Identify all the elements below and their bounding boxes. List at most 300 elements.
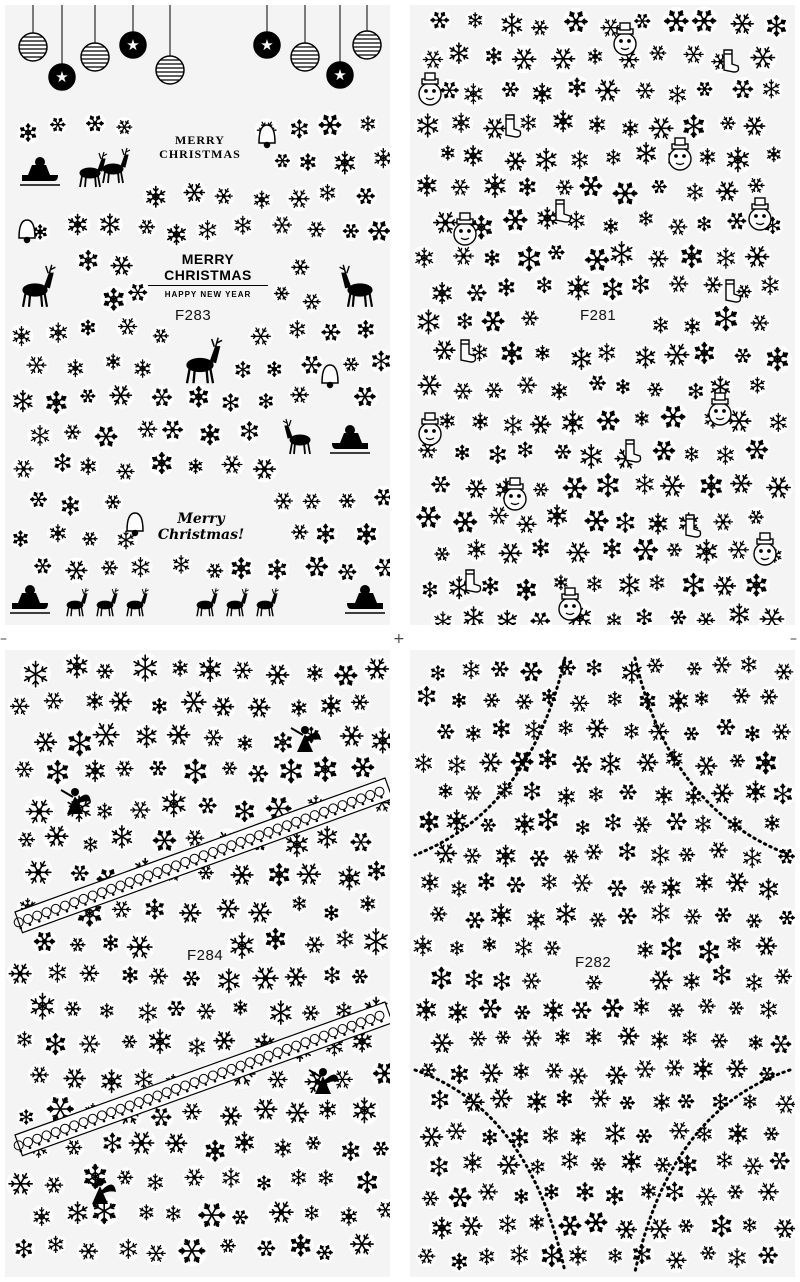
reindeer-icon bbox=[103, 148, 130, 183]
snowflake-icon bbox=[693, 871, 716, 894]
snowflake-icon bbox=[215, 967, 243, 995]
merry-christmas-small bbox=[145, 133, 255, 161]
snowflake-icon bbox=[605, 689, 625, 709]
snowflake-icon bbox=[163, 1204, 183, 1224]
snowflake-icon bbox=[62, 998, 83, 1019]
snowflake-icon bbox=[297, 151, 318, 172]
snowflake-icon bbox=[186, 384, 211, 409]
snowflake-icon bbox=[479, 815, 498, 834]
snowflake-icon bbox=[677, 845, 697, 865]
snowflake-icon bbox=[418, 1060, 438, 1080]
snowflake-icon bbox=[510, 1061, 531, 1082]
snowflake-icon bbox=[554, 177, 576, 199]
snowflake-icon bbox=[479, 1127, 500, 1148]
snowflake-icon bbox=[365, 859, 389, 883]
snowflake-icon bbox=[534, 275, 554, 295]
snowflake-icon bbox=[375, 1199, 390, 1221]
snowflake-icon bbox=[16, 829, 37, 850]
snowflake-icon bbox=[662, 340, 691, 369]
snowflake-icon bbox=[368, 726, 390, 755]
snowflake-icon bbox=[460, 604, 486, 625]
snowflake-icon bbox=[133, 723, 160, 750]
snowflake-icon bbox=[62, 422, 83, 443]
snowflake-icon bbox=[521, 780, 544, 803]
snowflake-icon bbox=[316, 1168, 336, 1188]
snowflake-icon bbox=[464, 476, 489, 501]
snowflake-icon bbox=[632, 11, 652, 31]
snowflake-icon bbox=[127, 1128, 156, 1157]
snowflake-icon bbox=[295, 860, 323, 888]
snowflake-icon bbox=[528, 609, 552, 625]
snowflake-icon bbox=[685, 659, 704, 678]
snowflake-icon bbox=[601, 216, 621, 236]
snowflake-icon bbox=[714, 1150, 736, 1172]
snowflake-icon bbox=[352, 384, 377, 409]
merry-big-line1: MERRY bbox=[181, 251, 235, 267]
snowflake-icon bbox=[726, 601, 752, 625]
snowflake-icon bbox=[103, 492, 123, 512]
snowflake-icon bbox=[603, 147, 623, 167]
snowflake-icon bbox=[130, 653, 161, 684]
snowflake-icon bbox=[231, 998, 251, 1018]
snowflake-icon bbox=[694, 1184, 719, 1209]
snowflake-icon bbox=[616, 840, 639, 863]
snowflake-icon bbox=[613, 377, 632, 396]
snowflake-icon bbox=[165, 721, 192, 748]
snowflake-icon bbox=[10, 388, 36, 414]
snowflake-icon bbox=[666, 1000, 686, 1020]
snowflake-icon bbox=[744, 911, 764, 931]
snowflake-icon bbox=[711, 304, 740, 333]
snowflake-icon bbox=[573, 1180, 596, 1203]
snowflake-icon bbox=[462, 968, 486, 992]
snowflake-icon bbox=[570, 752, 594, 776]
snowflake-icon bbox=[317, 112, 344, 139]
snowflake-icon bbox=[461, 81, 486, 106]
snowflake-icon bbox=[366, 218, 390, 244]
snowflake-icon bbox=[490, 970, 513, 993]
snowflake-icon bbox=[461, 143, 486, 168]
snowflake-icon bbox=[98, 1068, 125, 1095]
snowflake-icon bbox=[185, 1035, 208, 1058]
snowflake-icon bbox=[583, 246, 612, 275]
snowflake-icon bbox=[270, 213, 294, 237]
snowflake-icon bbox=[650, 1091, 673, 1114]
snowflake-icon bbox=[287, 186, 312, 211]
snowflake-icon bbox=[616, 1024, 641, 1049]
snowflake-icon bbox=[741, 1154, 765, 1178]
snowflake-icon bbox=[10, 324, 34, 348]
merry-big-line2: CHRISTMAS bbox=[164, 267, 252, 283]
ornament-icon bbox=[291, 5, 319, 71]
snowflake-icon bbox=[354, 521, 379, 546]
snowflake-icon bbox=[533, 146, 560, 173]
snowflake-icon bbox=[645, 380, 665, 400]
snowflake-icon bbox=[68, 935, 88, 955]
snowflake-icon bbox=[651, 438, 677, 464]
snowflake-icon bbox=[772, 660, 795, 683]
snowflake-icon bbox=[772, 1216, 795, 1241]
stocking-icon bbox=[626, 440, 641, 462]
snowflake-icon bbox=[357, 893, 378, 914]
snowflake-icon bbox=[116, 315, 139, 338]
snowflake-icon bbox=[680, 571, 708, 599]
snowflake-icon bbox=[500, 79, 521, 100]
snowflake-icon bbox=[482, 248, 503, 269]
snowflake-icon bbox=[414, 112, 442, 140]
snowflake-icon bbox=[631, 536, 660, 565]
snowflake-icon bbox=[181, 968, 202, 989]
snowflake-icon bbox=[692, 537, 720, 565]
snowflake-icon bbox=[150, 385, 174, 409]
snowflake-icon bbox=[665, 540, 684, 559]
snowflake-icon bbox=[517, 112, 539, 134]
snowflake-icon bbox=[631, 996, 653, 1018]
snowflake-icon bbox=[481, 690, 502, 711]
snowflake-icon bbox=[764, 145, 784, 165]
snowflake-icon bbox=[607, 239, 635, 267]
snowflake-icon bbox=[230, 1207, 250, 1227]
snowflake-icon bbox=[333, 927, 356, 950]
snowflake-icon bbox=[533, 343, 553, 363]
snowflake-icon bbox=[42, 689, 65, 712]
snowflake-icon bbox=[7, 960, 34, 987]
sheet-code-label: F282 bbox=[575, 954, 612, 971]
snowflake-icon bbox=[455, 311, 476, 332]
snowflake-icon bbox=[78, 961, 102, 985]
snowflake-icon bbox=[65, 212, 90, 237]
snowflake-icon bbox=[348, 830, 373, 855]
snowflake-icon bbox=[314, 1242, 335, 1263]
snowflake-icon bbox=[583, 507, 611, 535]
snowflake-icon bbox=[554, 1088, 575, 1109]
snowflake-icon bbox=[488, 902, 515, 929]
snowflake-icon bbox=[541, 1182, 561, 1202]
snowflake-icon bbox=[738, 654, 759, 675]
snowflake-icon bbox=[529, 17, 550, 38]
snowflake-icon bbox=[583, 1209, 610, 1236]
snowflake-icon bbox=[562, 8, 589, 35]
snowflake-icon bbox=[350, 754, 377, 781]
merry-christmas-banner bbox=[148, 251, 268, 303]
snowflake-icon bbox=[448, 1063, 471, 1086]
snowflake-icon bbox=[618, 1093, 637, 1112]
merry-small-line2: CHRISTMAS bbox=[159, 147, 241, 161]
snowflake-icon bbox=[355, 318, 377, 340]
snowflake-icon bbox=[483, 45, 505, 67]
snowflake-icon bbox=[476, 1246, 497, 1267]
snowflake-icon bbox=[528, 412, 553, 437]
snowflake-icon bbox=[636, 209, 656, 229]
snowflake-icon bbox=[97, 1001, 116, 1020]
snowflake-icon bbox=[743, 243, 771, 271]
snowflake-icon bbox=[515, 244, 544, 273]
snowflake-icon bbox=[45, 961, 69, 985]
snowflake-icon bbox=[740, 1216, 759, 1235]
snowflake-icon bbox=[27, 991, 58, 1022]
snowflake-icon bbox=[762, 813, 783, 834]
snowflake-icon bbox=[768, 1149, 792, 1173]
snowflake-icon bbox=[286, 318, 308, 340]
snowflake-icon bbox=[251, 456, 278, 483]
snowflake-icon bbox=[218, 1236, 238, 1256]
snowflake-icon bbox=[707, 839, 730, 862]
snowflake-icon bbox=[414, 173, 440, 199]
snowflake-icon bbox=[303, 933, 326, 956]
snowflake-icon bbox=[614, 1217, 639, 1242]
snowflake-icon bbox=[475, 870, 497, 892]
snowflake-icon bbox=[77, 1032, 102, 1057]
snowflake-icon bbox=[757, 998, 780, 1021]
snowflake-icon bbox=[634, 939, 656, 961]
snowflake-icon bbox=[663, 1180, 687, 1204]
snowflake-icon bbox=[463, 909, 486, 932]
snowflake-icon bbox=[678, 243, 705, 270]
snowflake-icon bbox=[495, 1152, 522, 1179]
merry-small-line1: MERRY bbox=[175, 133, 225, 147]
snowflake-icon bbox=[508, 1126, 532, 1150]
snowflake-icon bbox=[432, 544, 451, 563]
snowflake-icon bbox=[69, 862, 91, 884]
snowflake-icon bbox=[602, 812, 624, 834]
snowflake-icon bbox=[428, 965, 454, 991]
snowflake-icon bbox=[469, 411, 491, 433]
snowflake-icon bbox=[420, 1188, 441, 1209]
snowflake-icon bbox=[770, 720, 793, 743]
snowflake-icon bbox=[418, 870, 442, 894]
snowflake-icon bbox=[710, 963, 734, 987]
snowflake-icon bbox=[695, 79, 715, 99]
snowflake-icon bbox=[220, 759, 239, 778]
snowflake-icon bbox=[697, 146, 719, 168]
snowflake-icon bbox=[680, 1028, 700, 1048]
snowflake-icon bbox=[682, 906, 704, 928]
snowflake-icon bbox=[108, 823, 135, 850]
snowflake-icon bbox=[606, 1246, 625, 1265]
snowflake-icon bbox=[427, 1155, 451, 1179]
snowflake-icon bbox=[561, 474, 589, 502]
snowflake-icon bbox=[542, 938, 563, 959]
snowflake-icon bbox=[764, 345, 792, 373]
snowflake-icon bbox=[570, 871, 595, 896]
snowflake-icon bbox=[664, 809, 688, 833]
snowflake-icon bbox=[695, 609, 717, 625]
snowflake-icon bbox=[126, 281, 149, 304]
snowflake-icon bbox=[196, 218, 220, 242]
snowflake-icon bbox=[254, 1173, 273, 1192]
snowflake-icon bbox=[762, 1124, 782, 1144]
snowflake-icon bbox=[600, 995, 626, 1021]
snowflake-icon bbox=[213, 185, 235, 207]
snowflake-icon bbox=[604, 1063, 629, 1088]
snowflake-icon bbox=[412, 246, 436, 270]
snowflake-icon bbox=[464, 537, 488, 561]
snowflake-icon bbox=[182, 1165, 206, 1189]
snowflake-icon bbox=[559, 409, 587, 437]
svg-text:★: ★ bbox=[126, 36, 140, 54]
snowflake-icon bbox=[267, 1198, 295, 1226]
snowflake-icon bbox=[256, 391, 276, 411]
snowflake-icon bbox=[304, 553, 330, 579]
bell-icon bbox=[19, 220, 35, 243]
snowflake-icon bbox=[658, 875, 683, 900]
snowflake-icon bbox=[58, 494, 82, 518]
snowflake-icon bbox=[494, 608, 520, 625]
snowflake-icon bbox=[219, 391, 241, 413]
snowflake-icon bbox=[77, 1240, 100, 1263]
snowflake-icon bbox=[337, 491, 358, 512]
snowflake-icon bbox=[724, 1056, 749, 1081]
reindeer-icon bbox=[283, 419, 310, 454]
snowflake-icon bbox=[498, 340, 525, 367]
snowflake-icon bbox=[774, 1092, 795, 1117]
snowflake-icon bbox=[680, 113, 707, 140]
snowflake-icon bbox=[81, 835, 100, 854]
snowflake-icon bbox=[650, 177, 669, 196]
snowflake-icon bbox=[652, 784, 675, 807]
snowflake-icon bbox=[109, 253, 135, 279]
snowflake-icon bbox=[477, 996, 503, 1022]
snowflake-icon bbox=[149, 696, 169, 716]
snowflake-icon bbox=[514, 512, 538, 536]
snowflake-icon bbox=[142, 897, 167, 922]
snowman-icon bbox=[749, 198, 771, 230]
snowflake-icon bbox=[647, 114, 676, 143]
snowflake-icon bbox=[577, 442, 605, 470]
snowflake-icon bbox=[617, 781, 638, 802]
snowflake-icon bbox=[321, 964, 342, 985]
snowflake-icon bbox=[638, 877, 658, 897]
snowflake-icon bbox=[28, 489, 49, 510]
snowflake-icon bbox=[743, 971, 766, 994]
snowflake-icon bbox=[723, 145, 752, 174]
snowflake-icon bbox=[227, 930, 257, 960]
snowflake-icon bbox=[634, 79, 657, 102]
snowflake-icon bbox=[238, 419, 261, 442]
snowflake-icon bbox=[110, 898, 133, 921]
snowflake-icon bbox=[567, 1064, 590, 1087]
snowflake-icon bbox=[428, 9, 451, 32]
snowflake-icon bbox=[570, 998, 594, 1022]
snowflake-icon bbox=[535, 807, 561, 833]
snowflake-icon bbox=[493, 843, 519, 869]
snowflake-icon bbox=[549, 45, 577, 73]
snowflake-icon bbox=[128, 798, 152, 822]
snowflake-icon bbox=[568, 692, 591, 715]
snowflake-icon bbox=[527, 1212, 547, 1232]
snowflake-icon bbox=[682, 444, 701, 463]
snowflake-icon bbox=[97, 212, 123, 238]
snowflake-icon bbox=[179, 688, 208, 717]
snowflake-icon bbox=[715, 716, 738, 739]
snowflake-icon bbox=[186, 456, 206, 476]
snowflake-icon bbox=[80, 529, 99, 548]
snowflake-icon bbox=[272, 284, 291, 303]
snowflake-icon bbox=[733, 345, 753, 365]
snowflake-icon bbox=[619, 118, 641, 140]
snowflake-icon bbox=[710, 653, 733, 676]
snowflake-icon bbox=[32, 929, 57, 954]
snowflake-icon bbox=[634, 607, 655, 625]
snowflake-icon bbox=[119, 964, 140, 985]
snowflake-icon bbox=[460, 658, 483, 681]
snowflake-icon bbox=[726, 537, 751, 562]
snowflake-icon bbox=[205, 561, 226, 582]
snowflake-icon bbox=[82, 758, 108, 784]
snowflake-icon bbox=[747, 375, 768, 396]
snowflake-icon bbox=[606, 877, 629, 900]
snowflake-icon bbox=[232, 1130, 257, 1155]
snowflake-icon bbox=[478, 749, 504, 775]
snowflake-icon bbox=[283, 964, 309, 990]
snowflake-icon bbox=[764, 13, 789, 38]
snowflake-icon bbox=[249, 324, 273, 348]
svg-text:★: ★ bbox=[55, 68, 69, 86]
snowflake-icon bbox=[372, 486, 390, 509]
snowflake-icon bbox=[752, 749, 779, 776]
snowflake-icon bbox=[314, 522, 338, 546]
snowflake-icon bbox=[465, 10, 485, 30]
snowflake-icon bbox=[438, 143, 457, 162]
snowflake-icon bbox=[633, 140, 659, 166]
sticker-sheet-f281 bbox=[410, 5, 795, 625]
snowflake-icon bbox=[701, 273, 724, 296]
snowflake-icon bbox=[767, 411, 790, 434]
ornament-icon bbox=[120, 5, 146, 58]
sheet-code-label: F281 bbox=[580, 307, 617, 324]
snowflake-icon bbox=[520, 970, 543, 993]
snowflake-icon bbox=[712, 573, 738, 599]
snowflake-icon bbox=[263, 926, 289, 952]
snowflake-icon bbox=[176, 1235, 207, 1266]
snowflake-icon bbox=[64, 558, 90, 584]
snowflake-icon bbox=[770, 781, 795, 806]
snowflake-icon bbox=[246, 762, 270, 786]
ornament-icon bbox=[81, 5, 109, 71]
snowflake-icon bbox=[215, 896, 241, 922]
snowflake-icon bbox=[43, 389, 70, 416]
snowflake-icon bbox=[107, 382, 133, 408]
sticker-sheet-f282 bbox=[410, 650, 795, 1277]
snowflake-icon bbox=[416, 1245, 437, 1266]
snowflake-icon bbox=[749, 312, 771, 334]
snowflake-icon bbox=[115, 1167, 135, 1187]
snowflake-icon bbox=[647, 43, 668, 64]
snowflake-icon bbox=[524, 1089, 550, 1115]
snowflake-icon bbox=[317, 182, 338, 203]
snowflake-icon bbox=[438, 79, 461, 102]
snowflake-icon bbox=[648, 967, 674, 993]
snowflake-icon bbox=[648, 901, 673, 926]
snowflake-icon bbox=[48, 115, 67, 134]
snowflake-icon bbox=[24, 353, 48, 377]
happy-new-year: HAPPY NEW YEAR bbox=[148, 285, 268, 303]
snowflake-icon bbox=[666, 688, 692, 714]
snowflake-icon bbox=[266, 861, 293, 888]
snowflake-icon bbox=[288, 1232, 314, 1258]
snowflake-icon bbox=[512, 936, 536, 960]
snowflake-icon bbox=[681, 316, 703, 338]
snowflake-icon bbox=[561, 847, 580, 866]
snowflake-icon bbox=[481, 172, 509, 200]
snowflake-icon bbox=[447, 1184, 473, 1210]
snowflake-icon bbox=[202, 1138, 227, 1163]
snowflake-icon bbox=[94, 661, 115, 682]
snowflake-icon bbox=[742, 113, 767, 138]
snowflake-icon bbox=[648, 1029, 671, 1052]
snowflake-icon bbox=[709, 780, 735, 806]
snowflake-icon bbox=[544, 503, 570, 529]
